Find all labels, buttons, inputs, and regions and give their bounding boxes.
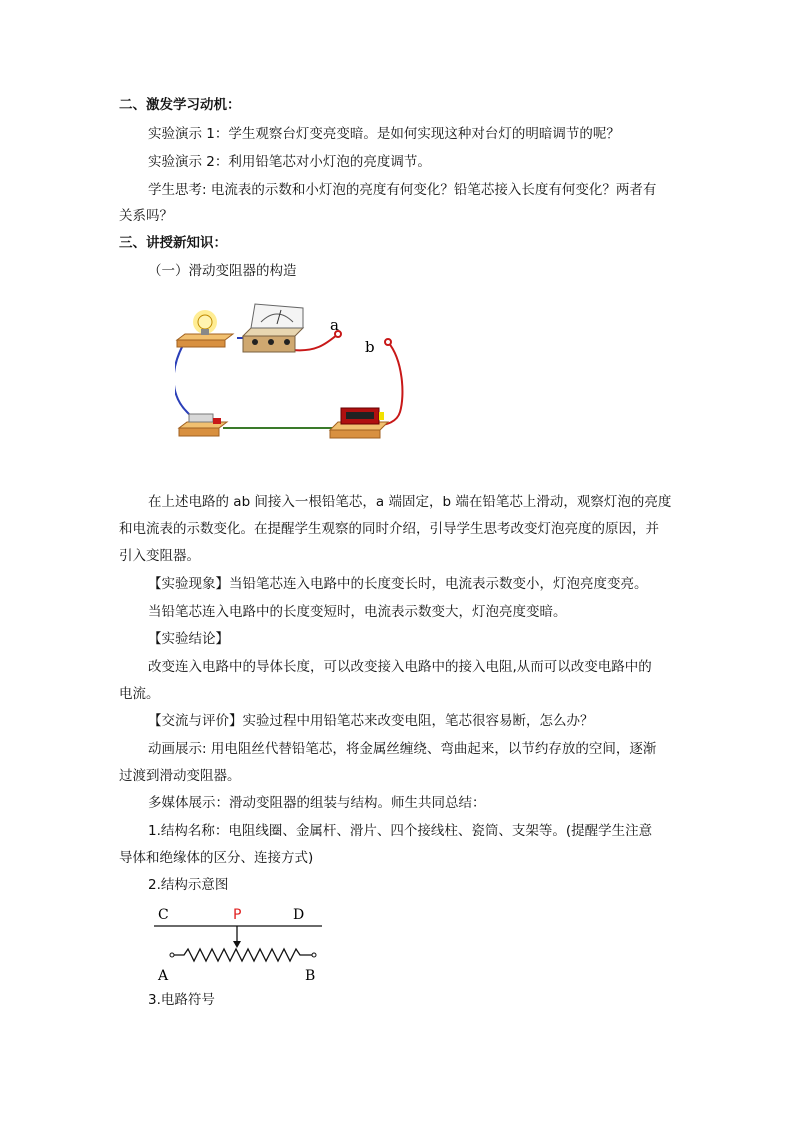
section2-heading: 二、激发学习动机： xyxy=(119,97,241,113)
paragraph1-line1: 在上述电路的 ab 间接入一根铅笔芯，a 端固定，b 端在铅笔芯上滑动，观察灯泡的亮度 xyxy=(148,494,672,510)
conclusion-line2: 电流。 xyxy=(119,686,160,702)
student-think-line1: 学生思考: 电流表的示数和小灯泡的亮度有何变化？铅笔芯接入长度有何变化？两者有 xyxy=(148,182,657,198)
conclusion-line1: 改变连入电路中的导体长度，可以改变接入电路中的接入电阻,从而可以改变电路中的 xyxy=(148,659,652,675)
conclusion-heading: 【实验结论】 xyxy=(148,631,229,647)
ammeter xyxy=(243,304,303,352)
resistance-coil xyxy=(174,949,312,961)
evaluation-text: 【交流与评价】实验过程中用铅笔芯来改变电阻，笔芯很容易断，怎么办？ xyxy=(148,713,594,729)
animation-line1: 动画展示: 用电阻丝代替铅笔芯，将金属丝缠绕、弯曲起来，以节约存放的空间，逐渐 xyxy=(148,741,657,757)
paragraph1-line3: 引入变阻器。 xyxy=(119,548,200,564)
multimedia-text: 多媒体展示：滑动变阻器的组装与结构。师生共同总结： xyxy=(148,795,486,811)
blue-wire xyxy=(175,345,195,424)
struct-label-d: D xyxy=(293,907,305,923)
terminal-b-dot xyxy=(312,953,316,957)
struct-label-c: C xyxy=(158,907,169,923)
lamp xyxy=(177,310,233,347)
struct-label-p: P xyxy=(233,907,242,923)
red-wire-a xyxy=(293,334,338,350)
rheostat-structure-diagram xyxy=(150,900,330,985)
demo1-text: 实验演示 1：学生观察台灯变亮变暗。是如何实现这种对台灯的明暗调节的呢？ xyxy=(148,126,620,142)
circuit-figure xyxy=(175,300,415,445)
subsection-title: （一）滑动变阻器的构造 xyxy=(148,263,297,279)
paragraph1-line2: 和电流表的示数变化。在提醒学生观察的同时介绍，引导学生思考改变灯泡亮度的原因，并 xyxy=(119,521,659,537)
switch xyxy=(179,414,227,436)
slider-arrow-icon xyxy=(233,941,241,948)
structure3-text: 3.电路符号 xyxy=(148,992,215,1008)
battery-box xyxy=(330,408,388,438)
struct-label-b: B xyxy=(305,968,316,984)
terminal-b-icon xyxy=(385,339,391,345)
student-think-line2: 关系吗？ xyxy=(119,208,173,224)
structure1-line2: 导体和绝缘体的区分、连接方式) xyxy=(119,850,314,866)
structure2-text: 2.结构示意图 xyxy=(148,877,229,893)
phenomenon-line1: 【实验现象】当铅笔芯连入电路中的长度变长时，电流表示数变小，灯泡亮度变亮。 xyxy=(148,576,648,592)
structure1-line1: 1.结构名称：电阻线圈、金属杆、滑片、四个接线柱、瓷筒、支架等。(提醒学生注意 xyxy=(148,823,653,839)
circuit-label-a: a xyxy=(330,316,339,334)
struct-label-a: A xyxy=(158,968,169,984)
animation-line2: 过渡到滑动变阻器。 xyxy=(119,768,241,784)
circuit-label-b: b xyxy=(365,338,375,356)
demo2-text: 实验演示 2：利用铅笔芯对小灯泡的亮度调节。 xyxy=(148,154,431,170)
terminal-a-dot xyxy=(170,953,174,957)
section3-heading: 三、讲授新知识： xyxy=(119,235,227,251)
phenomenon-line2: 当铅笔芯连入电路中的长度变短时，电流表示数变大，灯泡亮度变暗。 xyxy=(148,604,567,620)
